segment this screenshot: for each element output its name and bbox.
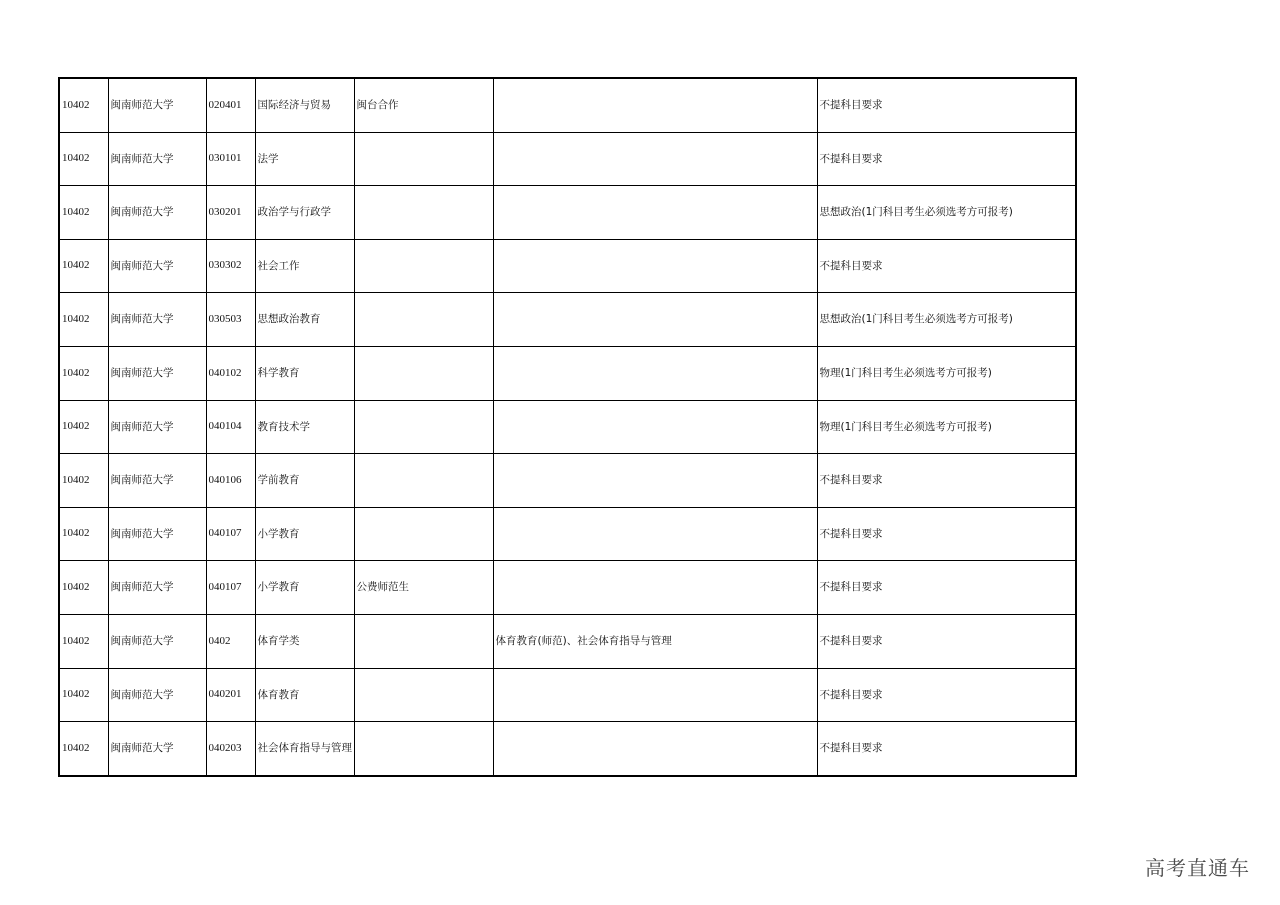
cell-school-code: 10402 (59, 507, 108, 561)
table-row (59, 186, 1076, 240)
table-row (59, 132, 1076, 186)
cell-school-name: 闽南师范大学 (108, 78, 206, 132)
cell-included-majors (493, 132, 817, 186)
cell-major-note (354, 346, 493, 400)
cell-major-note (354, 454, 493, 508)
table-row (59, 561, 1076, 615)
cell-subject-requirement: 思想政治(1门科目考生必须选考方可报考) (817, 186, 1076, 240)
cell-school-name: 闽南师范大学 (108, 400, 206, 454)
cell-school-code: 10402 (59, 722, 108, 776)
table-row (59, 722, 1076, 776)
table-body (59, 78, 1076, 776)
cell-included-majors (493, 239, 817, 293)
cell-school-code: 10402 (59, 293, 108, 347)
cell-subject-requirement: 不提科目要求 (817, 239, 1076, 293)
cell-included-majors (493, 507, 817, 561)
table-row (59, 668, 1076, 722)
cell-school-code: 10402 (59, 668, 108, 722)
table-row (59, 293, 1076, 347)
cell-included-majors (493, 346, 817, 400)
cell-school-code: 10402 (59, 400, 108, 454)
cell-included-majors (493, 561, 817, 615)
cell-major-note (354, 400, 493, 454)
cell-major-code: 040203 (206, 722, 255, 776)
cell-major-code: 040107 (206, 561, 255, 615)
cell-subject-requirement: 不提科目要求 (817, 614, 1076, 668)
table-row (59, 239, 1076, 293)
cell-major-name: 思想政治教育 (255, 293, 354, 347)
cell-school-code: 10402 (59, 132, 108, 186)
cell-subject-requirement: 不提科目要求 (817, 561, 1076, 615)
cell-major-note (354, 507, 493, 561)
cell-school-name: 闽南师范大学 (108, 668, 206, 722)
cell-major-name: 体育教育 (255, 668, 354, 722)
table-row (59, 614, 1076, 668)
cell-school-code: 10402 (59, 614, 108, 668)
cell-major-note (354, 614, 493, 668)
cell-major-name: 小学教育 (255, 561, 354, 615)
cell-included-majors (493, 400, 817, 454)
cell-included-majors (493, 293, 817, 347)
cell-major-code: 040106 (206, 454, 255, 508)
cell-major-name: 政治学与行政学 (255, 186, 354, 240)
cell-subject-requirement: 不提科目要求 (817, 78, 1076, 132)
cell-subject-requirement: 不提科目要求 (817, 722, 1076, 776)
cell-major-name: 体育学类 (255, 614, 354, 668)
cell-subject-requirement: 不提科目要求 (817, 454, 1076, 508)
cell-subject-requirement: 不提科目要求 (817, 668, 1076, 722)
cell-school-name: 闽南师范大学 (108, 132, 206, 186)
cell-major-note (354, 186, 493, 240)
cell-major-note (354, 668, 493, 722)
cell-school-name: 闽南师范大学 (108, 561, 206, 615)
cell-subject-requirement: 思想政治(1门科目考生必须选考方可报考) (817, 293, 1076, 347)
cell-major-code: 040102 (206, 346, 255, 400)
cell-major-note: 闽台合作 (354, 78, 493, 132)
table-row (59, 400, 1076, 454)
cell-major-name: 科学教育 (255, 346, 354, 400)
table-row (59, 507, 1076, 561)
cell-school-code: 10402 (59, 239, 108, 293)
cell-major-code: 030201 (206, 186, 255, 240)
cell-school-code: 10402 (59, 78, 108, 132)
cell-included-majors (493, 186, 817, 240)
cell-school-name: 闽南师范大学 (108, 293, 206, 347)
cell-included-majors (493, 722, 817, 776)
cell-major-code: 030302 (206, 239, 255, 293)
cell-school-name: 闽南师范大学 (108, 454, 206, 508)
cell-subject-requirement: 不提科目要求 (817, 132, 1076, 186)
cell-school-code: 10402 (59, 186, 108, 240)
cell-major-name: 社会工作 (255, 239, 354, 293)
cell-school-name: 闽南师范大学 (108, 722, 206, 776)
cell-major-note (354, 293, 493, 347)
cell-major-note (354, 722, 493, 776)
table-row (59, 78, 1076, 132)
watermark: 高考直通车 (1145, 856, 1250, 880)
cell-subject-requirement: 不提科目要求 (817, 507, 1076, 561)
cell-major-note: 公费师范生 (354, 561, 493, 615)
cell-major-code: 020401 (206, 78, 255, 132)
cell-major-name: 学前教育 (255, 454, 354, 508)
table-row (59, 454, 1076, 508)
cell-major-code: 040104 (206, 400, 255, 454)
cell-subject-requirement: 物理(1门科目考生必须选考方可报考) (817, 400, 1076, 454)
cell-included-majors (493, 78, 817, 132)
cell-school-name: 闽南师范大学 (108, 346, 206, 400)
cell-school-name: 闽南师范大学 (108, 614, 206, 668)
cell-school-name: 闽南师范大学 (108, 186, 206, 240)
cell-major-note (354, 239, 493, 293)
cell-major-name: 教育技术学 (255, 400, 354, 454)
cell-included-majors: 体育教育(师范)、社会体育指导与管理 (493, 614, 817, 668)
cell-major-code: 030101 (206, 132, 255, 186)
cell-school-code: 10402 (59, 454, 108, 508)
cell-subject-requirement: 物理(1门科目考生必须选考方可报考) (817, 346, 1076, 400)
cell-major-name: 国际经济与贸易 (255, 78, 354, 132)
table-row (59, 346, 1076, 400)
cell-school-name: 闽南师范大学 (108, 239, 206, 293)
cell-school-name: 闽南师范大学 (108, 507, 206, 561)
cell-major-code: 040201 (206, 668, 255, 722)
cell-major-note (354, 132, 493, 186)
cell-major-code: 030503 (206, 293, 255, 347)
cell-included-majors (493, 454, 817, 508)
data-table (58, 77, 1077, 777)
cell-major-code: 040107 (206, 507, 255, 561)
cell-major-name: 社会体育指导与管理 (255, 722, 354, 776)
cell-major-name: 法学 (255, 132, 354, 186)
cell-school-code: 10402 (59, 346, 108, 400)
cell-included-majors (493, 668, 817, 722)
cell-school-code: 10402 (59, 561, 108, 615)
cell-major-code: 0402 (206, 614, 255, 668)
cell-major-name: 小学教育 (255, 507, 354, 561)
